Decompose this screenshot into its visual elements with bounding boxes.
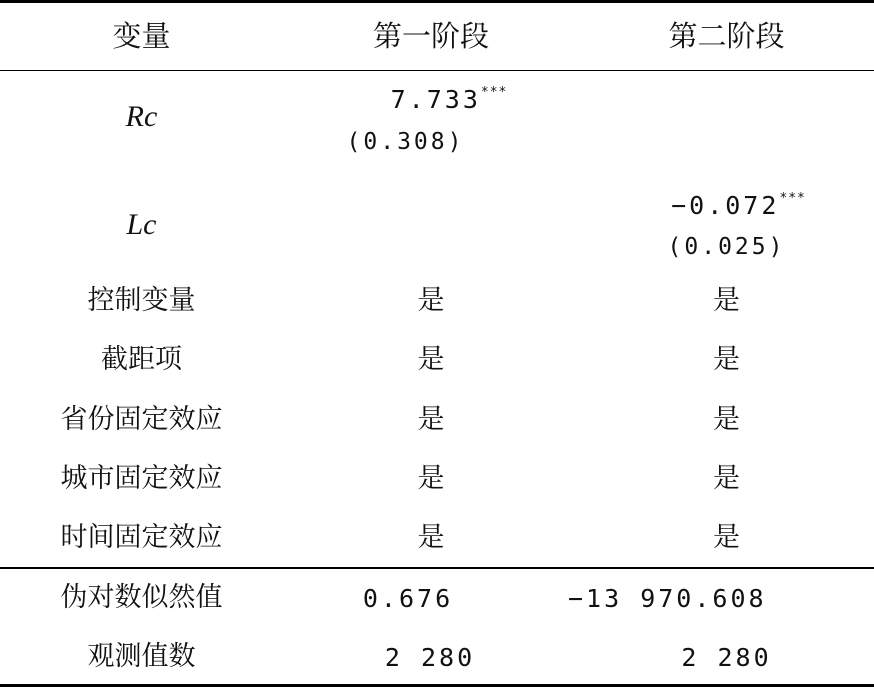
- time-fe-stage2: 是: [713, 522, 740, 553]
- city-fe-stage2: 是: [713, 463, 740, 494]
- pseudo-ll-stage1: 0.676: [362, 584, 454, 613]
- row-label-rc: Rc: [125, 100, 158, 133]
- controls-stage2: 是: [713, 285, 740, 316]
- lc-coef-value: −0.072: [671, 191, 780, 220]
- lc-stage2-coef: [579, 192, 874, 219]
- rc-stage1-se: (0.308): [346, 129, 465, 155]
- province-fe-stage1: 是: [417, 404, 445, 435]
- rc-significance: ***: [480, 85, 508, 100]
- row-label-province-fe: 省份固定效应: [60, 404, 223, 435]
- header-stage1: 第一阶段: [372, 19, 489, 53]
- row-label-pseudo-ll: 伪对数似然值: [60, 582, 223, 613]
- row-label-city-fe: 城市固定效应: [60, 463, 223, 494]
- row-label-lc: Lc: [126, 208, 157, 241]
- pseudo-ll-stage2: −13 970.608: [568, 584, 767, 613]
- row-label-controls: 控制变量: [87, 285, 196, 316]
- header-rule: [0, 70, 874, 71]
- province-fe-stage2: 是: [713, 404, 740, 435]
- rc-coef-value: 7.733: [390, 85, 481, 114]
- city-fe-stage1: 是: [417, 463, 445, 494]
- intercept-stage1: 是: [417, 344, 445, 375]
- lc-stage2-se: (0.025): [667, 234, 786, 260]
- time-fe-stage1: 是: [417, 522, 445, 553]
- row-label-intercept: 截距项: [101, 344, 182, 375]
- rc-stage1-coef: [283, 86, 597, 113]
- header-variable: 变量: [112, 19, 171, 53]
- obs-stage2: 2 280: [681, 643, 772, 672]
- controls-stage1: 是: [417, 285, 445, 316]
- intercept-stage2: 是: [713, 344, 740, 375]
- bottom-rule: [0, 684, 874, 687]
- lc-significance: ***: [779, 191, 806, 206]
- row-label-time-fe: 时间固定效应: [60, 522, 223, 553]
- obs-stage1: 2 280: [384, 643, 476, 672]
- top-rule: [0, 0, 874, 3]
- header-stage2: 第二阶段: [668, 19, 785, 53]
- row-label-obs: 观测值数: [87, 641, 196, 672]
- mid-rule: [0, 567, 874, 569]
